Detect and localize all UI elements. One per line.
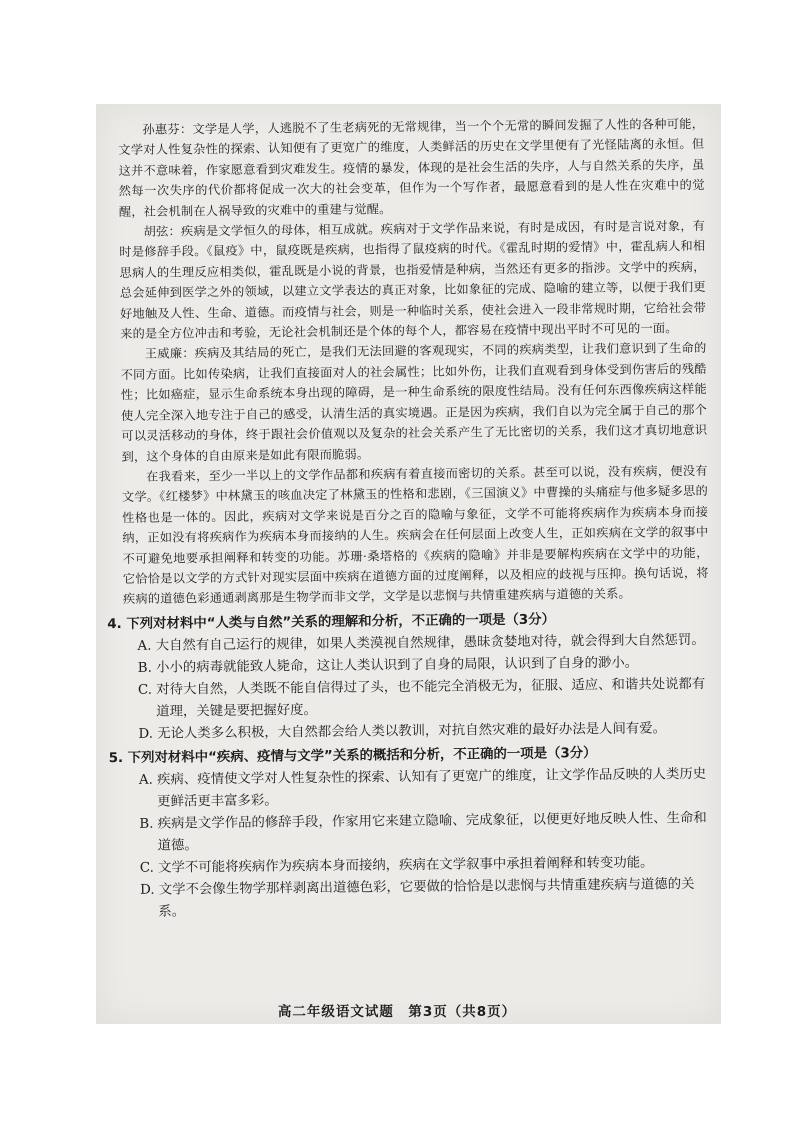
question-5-option-c: C. 文学不可能将疾病作为疾病本身而接纳，疾病在文学叙事中承担着阐释和转变功能。 (139, 855, 654, 876)
question-4-option-a: A. 大自然有自己运行的规律，如果人类漠视自然规律，愚昧贪婪地对待，就会得到大自然惩罚。 (137, 632, 705, 654)
question-4-option-d: D. 无论人类多么积极，大自然都会给人类以教训，对抗自然灾难的最好办法是人间有爱。 (138, 721, 667, 742)
question-4-stem: 4. 下列对材料中“人类与自然”关系的理解和分析，不正确的一项是（3分） (107, 612, 556, 632)
paragraph-conclusion: 在我看来，至少一半以上的文学作品都和疾病有着直接而密切的关系。甚至可以说，没有疾病，便没有文学。《红楼梦》中林黛玉的咳血决定了林黛玉的性格和悲剧，《三国演义》中曹操的头痛症与他多疑多思的性格也是一体的。因此，疾病对文学来说是百分之百的隐喻与象征，文学不可能将疾病作为疾病本身而接纳，正如没有将疾病作为疾病本身而接纳的人生。疾病会在任何层面上改变人生，正如疾病在文学的叙事中不可避免地要承担阐释和转变的功能。苏珊·桑塔格的《疾病的隐喻》并非是要解构疾病在文学中的功能，它恰恰是以文学的方式针对现实层面中疾病在道德方面的过度阐释，以及相应的歧视与压抑。换句话说，将疾病的道德色彩通通剥离那是生物学而非文学，文学是以悲悯与共情重建疾病与道德的关系。 (121, 463, 709, 607)
paragraph-wang-weilian: 王威廉：疾病及其结局的死亡，是我们无法回避的客观现实，不同的疾病类型，让我们意识到了生命的不同方面。比如传染病，让我们直接面对人的社会属性；比如外伤，让我们直观看到身体受到伤害后的残酷性；比如癌症，显示生命系统本身出现的障碍，是一种生命系统的限度性结局。没有任何东西像疾病这样能使人完全深入地专注于自己的感受，认清生活的真实境遇。正是因为疾病，我们自以为完全属于自己的那个可以灵活移动的身体，终于跟社会价值观以及复杂的社会关系产生了无比密切的关系，我们这才真切地意识到，这个身体的自由原来是如此有限而脆弱。 (120, 341, 708, 464)
question-5 (108, 742, 713, 924)
question-5-stem: 5. 下列对材料中“疾病、疫情与文学”关系的概括和分析，不正确的一项是（3分） (108, 745, 597, 766)
question-5-option-a: A. 疾病、疫情使文学对人性复杂性的探索、认知有了更宽广的维度，让文学作品反映的人类历史更鲜活更丰富多彩。 (138, 766, 707, 810)
page-content (107, 114, 712, 924)
question-5-option-b: B. 疾病是文学作品的修辞手段，作家用它来建立隐喻、完成象征，以便更好地反映人性、生命和道德。 (139, 810, 707, 854)
question-4-option-c: C. 对待大自然，人类既不能自信得过了头，也不能完全消极无为，征服、适应、和谐共处说都有道理，关键是要把握好度。 (137, 676, 706, 720)
page-footer: 高二年级语文试题 第3页（共8页） (277, 1004, 517, 1020)
question-4-option-b: B. 小小的病毒就能致人毙命，这让人类认识到了自身的局限，认识到了自身的渺小。 (137, 655, 639, 676)
paragraph-hu-xian: 胡弦：疾病是文学恒久的母体，相互成就。疾病对于文学作品来说，有时是成因，有时是言说对象，有时是修辞手段。《鼠疫》中，鼠疫既是疾病，也指得了鼠疫病的时代。《霍乱时期的爱情》中，霍乱病人和相思病人的生理反应相类似，霍乱既是小说的背景，也指爱情是种病，当然还有更多的指涉。文学中的疾病，总会延伸到医学之外的领域，以建立文学表达的真正对象，比如象征的完成、隐喻的建立等，以便于我们更好地触及人性、生命、道德。而疫情与社会，则是一种临时关系，使社会进入一段非常规时期，它给社会带来的是全方位冲击和考验，无论社会机制还是个体的每个人，都容易在疫情中现出平时不可见的一面。 (119, 218, 707, 342)
question-5-option-d: D. 文学不会像生物学那样剥离出道德色彩，它要做的恰恰是以悲悯与共情重建疾病与道德的关系。 (139, 876, 695, 920)
question-4 (107, 608, 710, 746)
paragraph-sun-huifen: 孙惠芬：文学是人学，人逃脱不了生老病死的无常规律，当一个个无常的瞬间发掘了人性的各种可能，文学对人性复杂性的探索、认知便有了更宽广的维度，人类鲜活的历史在文学里便有了光怪陆离的永恒。但这并不意味着，作家愿意看到灾难发生。疫情的暴发，体现的是社会生活的失序，人与自然关系的失序，虽然每一次失序的代价都将促成一次大的社会变革，但作为一个写作者，最愿意看到的是人性在灾难中的觉醒，社会机制在人祸导致的灾难中的重建与觉醒。 (118, 116, 705, 219)
